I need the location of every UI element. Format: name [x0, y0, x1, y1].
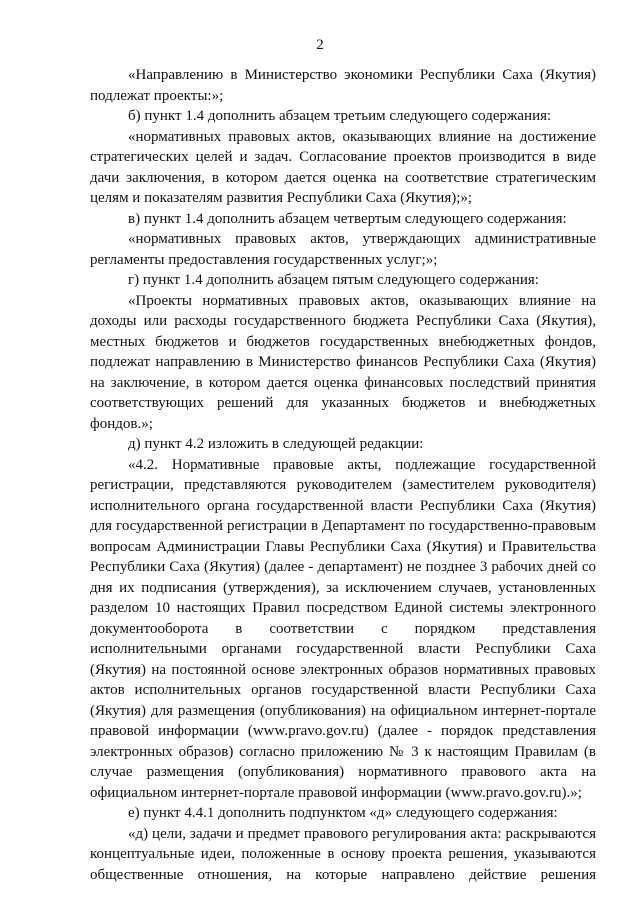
text-line: на заключение, в котором дается оценка финансовых последствий принятия: [90, 374, 596, 391]
text-line: Республики Саха (Якутия) (далее - департамент) не позднее 3 рабочих дней со: [90, 559, 596, 575]
text-line: концептуальные идеи, положенные в основу проекта решения, указываются: [90, 846, 596, 862]
text-line: (Якутия) для размещения (опубликования) на официальном интернет-портале: [90, 702, 596, 719]
text-line: целям и показателям развития Республики Саха (Якутия);»;: [90, 190, 473, 206]
text-line: дня их подписания (утверждения), за исключением случаев, установленных: [90, 579, 596, 596]
text-line: соответствующих решений для указанных бюджетов и внебюджетных: [90, 395, 596, 411]
text-line: «д) цели, задачи и предмет правового регулирования акта: раскрываются: [128, 825, 596, 842]
text-line: документооборота в соответствии с порядком представления: [90, 620, 596, 637]
text-line: местных бюджетов и бюджетов государственных внебюджетных фондов,: [90, 333, 596, 350]
text-line: фондов.»;: [90, 415, 153, 432]
text-line: в) пункт 1.4 дополнить абзацем четвертым следующего содержания:: [128, 210, 567, 227]
text-line: (Якутия) на постоянной основе электронных образов нормативных правовых: [90, 661, 596, 678]
text-line: правовой информации (www.pravo.gov.ru) (далее - порядок представления: [90, 723, 596, 739]
text-line: регистрации, представляются руководителем (заместителем руководителя): [90, 477, 596, 493]
text-line: исполнительного органа государственной власти Республики Саха (Якутия): [90, 497, 596, 514]
document-body: [90, 65, 596, 885]
text-line: электронных образов) согласно приложению № 3 к настоящим Правилам (в: [90, 743, 596, 760]
text-line: случае размещения (опубликования) нормативного правового акта на: [90, 764, 596, 780]
text-line: б) пункт 1.4 дополнить абзацем третьим следующего содержания:: [128, 108, 552, 124]
text-line: исполнительными органами государственной власти Республики Саха: [90, 641, 596, 657]
text-line: «нормативных правовых актов, утверждающих административные: [128, 231, 596, 247]
text-line: разделом 10 настоящих Правил посредством Единой системы электронного: [90, 600, 596, 616]
text-line: общественные отношения, на которые направлено действие решения: [90, 866, 596, 883]
text-line: доходы или расходы государственного бюджета Республики Саха (Якутия),: [90, 313, 596, 329]
text-line: г) пункт 1.4 дополнить абзацем пятым следующего содержания:: [128, 272, 539, 288]
text-line: регламенты предоставления государственных услуг;»;: [90, 251, 438, 268]
text-line: вопросам Администрации Главы Республики Саха (Якутия) и Правительства: [90, 538, 596, 555]
text-line: д) пункт 4.2 изложить в следующей редакции:: [128, 436, 424, 452]
text-line: «нормативных правовых актов, оказывающих влияние на достижение: [128, 128, 596, 145]
text-line: стратегических целей и задач. Согласование проектов производится в виде: [90, 149, 596, 165]
text-line: «Проекты нормативных правовых актов, оказывающих влияние на: [128, 292, 596, 309]
text-line: официальном интернет-портале правовой информации (www.pravo.gov.ru).»;: [90, 784, 582, 801]
text-line: е) пункт 4.4.1 дополнить подпунктом «д» следующего содержания:: [128, 805, 558, 821]
text-line: «4.2. Нормативные правовые акты, подлежащие государственной: [128, 456, 596, 473]
page-number: 2: [316, 37, 324, 53]
text-line: «Направлению в Министерство экономики Республики Саха (Якутия): [128, 67, 596, 83]
text-line: подлежат проекты:»;: [90, 87, 224, 104]
text-line: дачи заключения, в котором дается оценка на соответствие стратегическим: [90, 169, 596, 186]
text-line: для государственной регистрации в Департамент по государственно-правовым: [90, 518, 596, 534]
text-line: подлежат направлению в Министерство финансов Республики Саха (Якутия): [90, 354, 596, 370]
text-line: актов исполнительных органов государственной власти Республики Саха: [90, 682, 596, 698]
